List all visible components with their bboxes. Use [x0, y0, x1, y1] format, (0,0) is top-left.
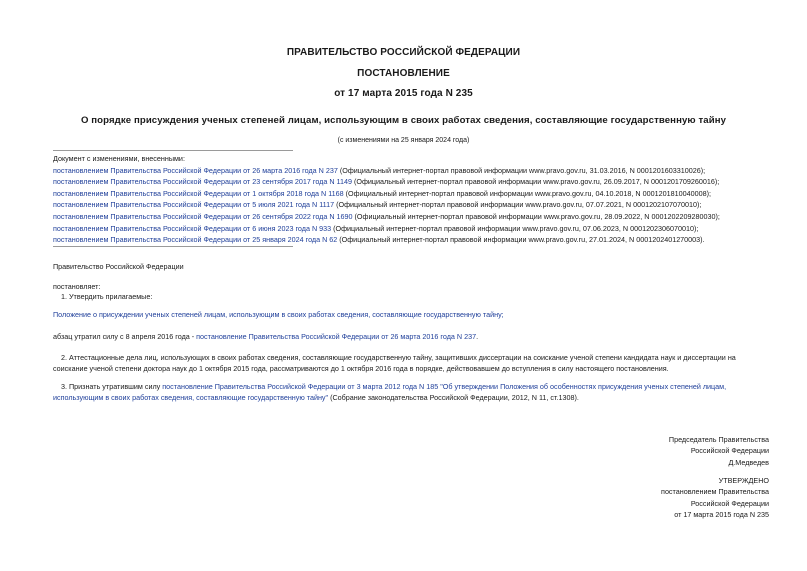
paragraph-3: [53, 381, 769, 403]
change-note: (Официальный интернет-портал правовой информации www.pravo.gov.ru, 26.09.2017, N 0001201709260016);: [352, 177, 720, 187]
approved-heading: УТВЕРЖДЕНО: [718, 476, 769, 485]
change-item: [53, 165, 705, 177]
change-item: [53, 234, 705, 246]
change-link[interactable]: постановлением Правительства Российской Федерации от 26 сентября 2022 года N 1690: [53, 212, 353, 221]
document-title: О порядке присуждения ученых степеней лицам, использующим в своих работах сведения, составляющие государственную тайну: [80, 115, 727, 126]
change-link[interactable]: постановлением Правительства Российской Федерации от 6 июня 2023 года N 933: [53, 223, 332, 233]
repealed-regulation-link[interactable]: постановление Правительства Российской Федерации от 3 марта 2012 года N 185 "Об утверждении Положения об особенностях присуждения ученых степеней лицам, использующим в своих работах сведения, составляющие государственную тайну": [53, 382, 727, 402]
regulation-link[interactable]: Положение о присуждении ученых степеней лицам, использующим в своих работах сведения, составляющие государственную тайну;: [53, 310, 504, 319]
paragraph-1-abzac: [53, 331, 478, 342]
change-item: [53, 211, 720, 223]
change-note: (Официальный интернет-портал правовой информации www.pravo.gov.ru, 04.10.2018, N 0001201810040008);: [343, 188, 711, 198]
government-line: Правительство Российской Федерации: [53, 262, 184, 271]
p3-start: 3. Признать утратившим силу: [61, 382, 163, 391]
revision-note: (с изменениями на 25 января 2024 года): [337, 137, 470, 144]
signature-country: Российской Федерации: [690, 446, 769, 456]
approved-by: постановлением Правительства: [661, 487, 769, 497]
change-link[interactable]: постановлением Правительства Российской Федерации от 25 января 2024 года N 62: [53, 235, 338, 245]
abzac-link[interactable]: постановление Правительства Российской Федерации от 26 марта 2016 года N 237: [196, 332, 477, 341]
signature-block: [669, 434, 769, 468]
change-item: [53, 223, 698, 235]
paragraph-1: 1. Утвердить прилагаемые:: [61, 292, 153, 301]
abzac-end: .: [476, 332, 479, 341]
change-item: [53, 176, 719, 188]
document-type: ПОСТАНОВЛЕНИЕ: [357, 68, 450, 79]
change-item: [53, 188, 711, 200]
signature-position: Председатель Правительства: [668, 435, 769, 444]
change-link[interactable]: постановлением Правительства Российской Федерации от 23 сентября 2017 года N 1149: [53, 177, 353, 187]
change-note: (Официальный интернет-портал правовой информации www.pravo.gov.ru, 07.07.2021, N 0001202107070010);: [334, 200, 702, 210]
government-title: ПРАВИТЕЛЬСТВО РОССИЙСКОЙ ФЕДЕРАЦИИ: [286, 47, 521, 58]
change-note: (Официальный интернет-портал правовой информации www.pravo.gov.ru, 31.03.2016, N 0001201603310026);: [337, 165, 706, 175]
paragraph-2: 2. Аттестационные дела лиц, использующих в своих работах сведения, составляющие государственную тайну, защитивших диссертации на соискание ученой степени кандидата наук и диссертации на соискание ученой степени доктора наук до 1 октября 2015 года, рассматриваются до 1 октября 2016 года в порядке, действовавшем до вступления в силу настоящего постановления.: [53, 353, 736, 373]
abzac-text: абзац утратил силу с 8 апреля 2016 года -: [53, 332, 197, 341]
divider-top: [53, 150, 293, 151]
decides-line: постановляет:: [53, 282, 101, 291]
change-item: [53, 199, 701, 211]
change-note: (Официальный интернет-портал правовой информации www.pravo.gov.ru, 27.01.2024, N 0001202401270003).: [337, 235, 705, 245]
change-link[interactable]: постановлением Правительства Российской Федерации от 26 марта 2016 года N 237: [53, 165, 338, 175]
approved-country: Российской Федерации: [690, 498, 769, 508]
approved-date: от 17 марта 2015 года N 235: [674, 510, 769, 520]
p3-end: (Собрание законодательства Российской Федерации, 2012, N 11, ст.1308).: [328, 393, 579, 402]
change-note: (Официальный интернет-портал правовой информации www.pravo.gov.ru, 28.09.2022, N 0001202209280030);: [352, 212, 720, 221]
document-date-number: от 17 марта 2015 года N 235: [334, 88, 473, 99]
change-note: (Официальный интернет-портал правовой информации www.pravo.gov.ru, 07.06.2023, N 0001202306070010);: [331, 223, 699, 233]
change-link[interactable]: постановлением Правительства Российской Федерации от 1 октября 2018 года N 1168: [53, 188, 344, 198]
change-link[interactable]: постановлением Правительства Российской Федерации от 5 июля 2021 года N 1117: [53, 200, 335, 210]
changes-intro: Документ с изменениями, внесенными:: [53, 154, 185, 163]
approved-block: [661, 475, 769, 521]
signature-name: Д.Медведев: [728, 457, 769, 467]
paragraph-1-item: [53, 309, 504, 320]
divider-bottom: [53, 246, 293, 247]
